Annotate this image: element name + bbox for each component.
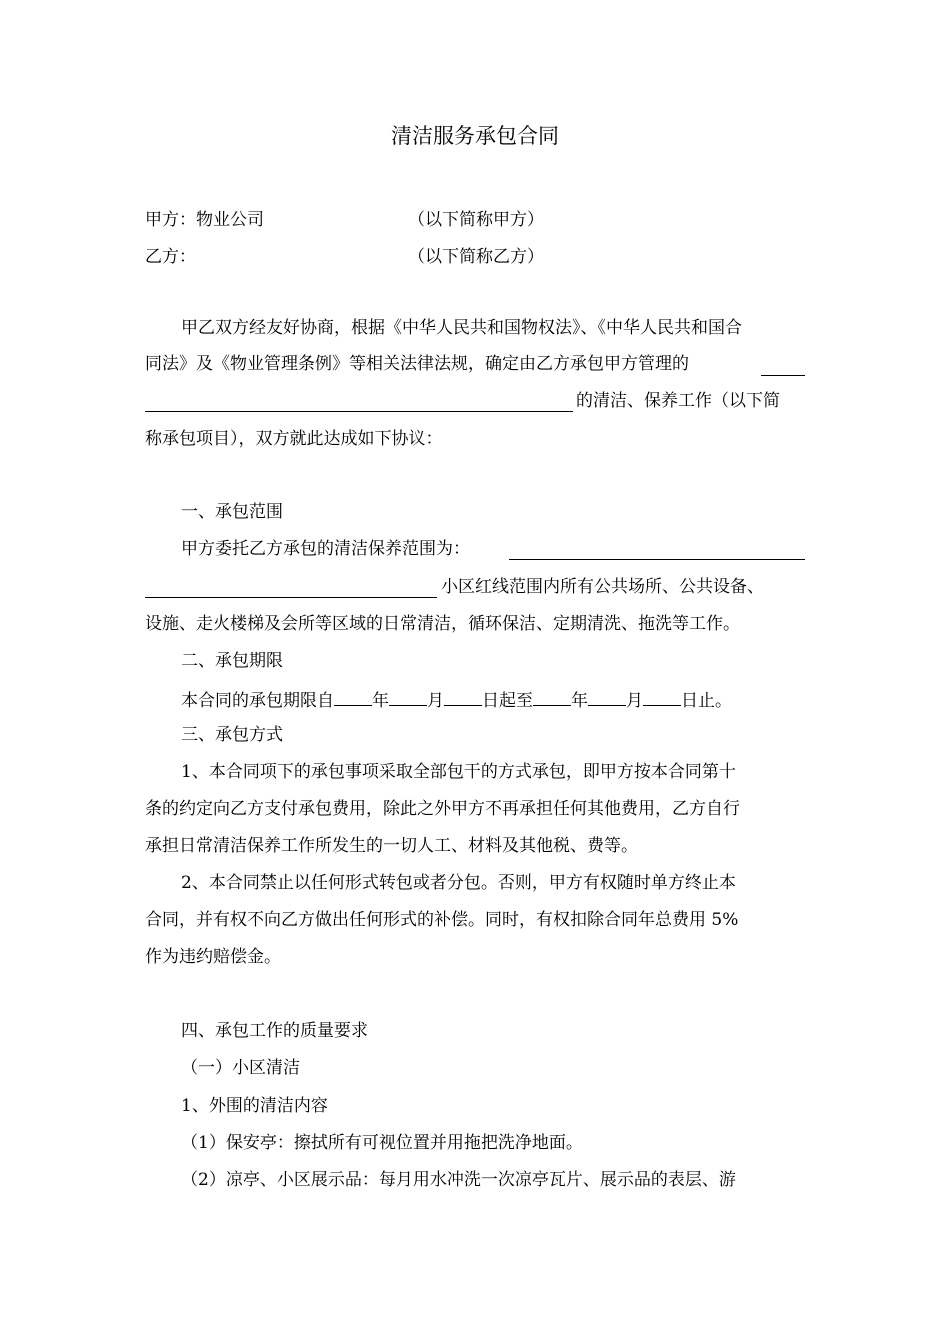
term-text-5: 年 — [571, 691, 588, 711]
section-1-line-2: 小区红线范围内所有公共场所、公共设备、 — [441, 577, 764, 597]
term-text-3: 月 — [427, 691, 444, 711]
blank-underline — [509, 559, 805, 560]
intro-line-1: 甲乙双方经友好协商，根据《中华人民共和国物权法》、《中华人民共和国合 — [181, 318, 742, 338]
section-4-item-1: 1、外围的清洁内容 — [181, 1096, 328, 1116]
intro-line-2-text: 同法》及《物业管理条例》等相关法律法规，确定由乙方承包甲方管理的 — [145, 354, 689, 374]
party-b-note: （以下简称乙方） — [408, 247, 544, 267]
section-3-p2-line-3: 作为违约赔偿金。 — [145, 947, 281, 967]
section-3-p1-line-3: 承担日常清洁保养工作所发生的一切人工、材料及其他税、费等。 — [145, 836, 638, 856]
section-4-sub-item-2: （2）凉亭、小区展示品：每月用水冲洗一次凉亭瓦片、展示品的表层、游 — [181, 1170, 736, 1190]
section-1-line-3: 设施、走火楼梯及会所等区域的日常清洁，循环保洁、定期清洗、拖洗等工作。 — [145, 614, 740, 634]
term-text-4: 日起至 — [482, 691, 533, 711]
section-4-sub-item-1: （1）保安亭：擦拭所有可视位置并用拖把洗净地面。 — [181, 1133, 583, 1153]
party-a-line — [145, 207, 264, 233]
intro-line-4: 称承包项目），双方就此达成如下协议： — [145, 429, 443, 449]
blank-year-start — [334, 685, 372, 706]
section-2-heading: 二、承包期限 — [181, 651, 283, 671]
section-3-heading: 三、承包方式 — [181, 725, 283, 745]
section-4-heading: 四、承包工作的质量要求 — [181, 1021, 368, 1041]
blank-month-end — [588, 685, 626, 706]
section-1-heading: 一、承包范围 — [181, 502, 283, 522]
section-4-subheading: （一）小区清洁 — [181, 1058, 300, 1078]
term-text-6: 月 — [626, 691, 643, 711]
section-3-p1-line-1: 1、本合同项下的承包事项采取全部包干的方式承包，即甲方按本合同第十 — [181, 762, 736, 782]
party-a-label: 甲方：物业公司 — [145, 210, 264, 230]
blank-underline — [145, 411, 573, 412]
blank-year-end — [533, 685, 571, 706]
blank-month-start — [389, 685, 427, 706]
section-3-p2-line-2: 合同，并有权不向乙方做出任何形式的补偿。同时，有权扣除合同年总费用 5% — [145, 910, 739, 930]
section-3-p2-line-1: 2、本合同禁止以任何形式转包或者分包。否则，甲方有权随时单方终止本 — [181, 873, 736, 893]
document-title: 清洁服务承包合同 — [391, 124, 559, 148]
section-2-term-line — [181, 685, 732, 714]
term-text-7: 日止。 — [681, 691, 732, 711]
term-text-2: 年 — [372, 691, 389, 711]
term-text-1: 本合同的承包期限自 — [181, 691, 334, 711]
blank-underline — [761, 375, 805, 376]
intro-line-3: 的清洁、保养工作（以下简 — [576, 391, 780, 411]
party-a-note: （以下简称甲方） — [408, 210, 544, 230]
blank-underline — [145, 597, 437, 598]
party-b-label: 乙方： — [145, 247, 196, 267]
intro-line-2 — [145, 351, 689, 377]
section-1-line-1: 甲方委托乙方承包的清洁保养范围为： — [181, 539, 470, 559]
blank-day-start — [444, 685, 482, 706]
blank-day-end — [643, 685, 681, 706]
section-3-p1-line-2: 条的约定向乙方支付承包费用，除此之外甲方不再承担任何其他费用，乙方自行 — [145, 799, 740, 819]
